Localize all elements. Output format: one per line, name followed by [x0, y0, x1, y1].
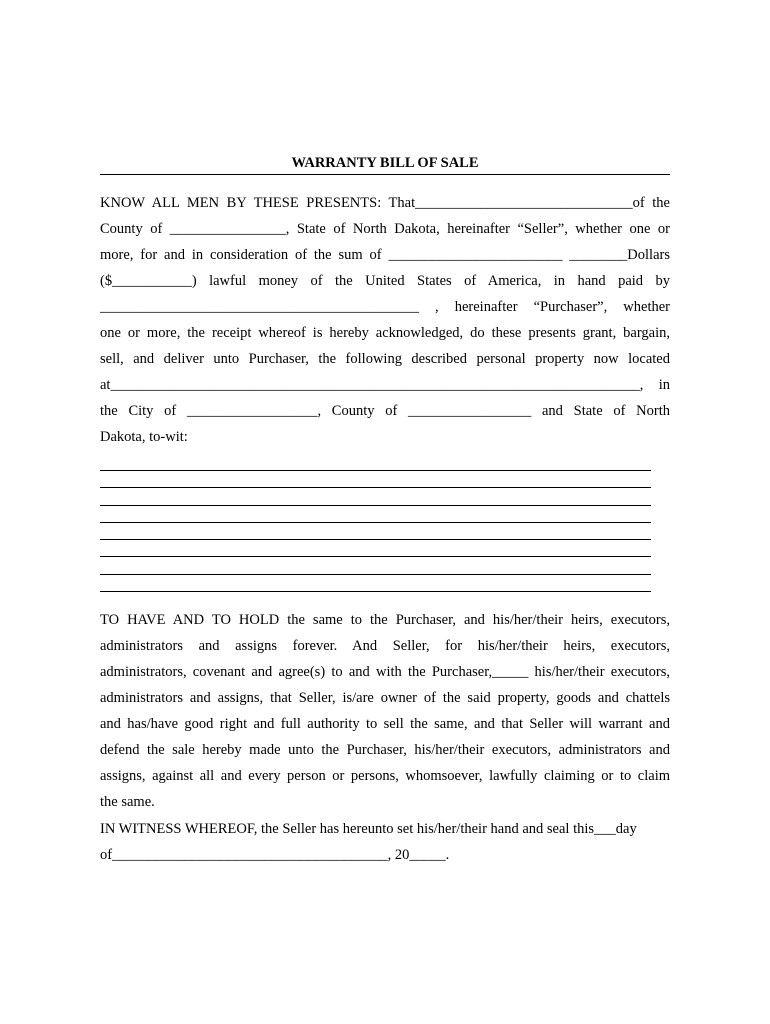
habendum-line: TO HAVE AND TO HOLD the same to the Purchaser, and his/her/their heirs, executors,: [100, 612, 670, 628]
intro-line: Dakota, to-wit:: [100, 429, 188, 445]
habendum-line: administrators and assigns forever. And Seller, for his/her/their heirs, executors,: [100, 638, 670, 654]
witness-paragraph: [100, 816, 670, 868]
intro-line: the City of __________________, County of _________________ and State of North: [100, 403, 670, 419]
intro-line: KNOW ALL MEN BY THESE PRESENTS: That______________________________of the: [100, 195, 670, 211]
property-description-lines: [100, 461, 651, 592]
habendum-line: assigns, against all and every person or persons, whomsoever, lawfully claiming or to claim: [100, 768, 670, 784]
property-description-line[interactable]: [100, 471, 651, 488]
property-description-line[interactable]: [100, 575, 651, 592]
property-description-line[interactable]: [100, 557, 651, 574]
intro-line: one or more, the receipt whereof is hereby acknowledged, do these presents grant, bargain,: [100, 325, 670, 341]
habendum-paragraph: [100, 607, 670, 815]
document-title: WARRANTY BILL OF SALE: [100, 155, 670, 175]
property-description-line[interactable]: [100, 506, 651, 523]
witness-line: IN WITNESS WHEREOF, the Seller has hereunto set his/her/their hand and seal this___day: [100, 821, 637, 837]
property-description-line[interactable]: [100, 488, 651, 505]
habendum-line: administrators, covenant and agree(s) to and with the Purchaser,_____ his/her/their executors,: [100, 664, 670, 680]
property-description-line[interactable]: [100, 540, 651, 557]
intro-line: sell, and deliver unto Purchaser, the following described personal property now located: [100, 351, 670, 367]
habendum-line: defend the sale hereby made unto the Purchaser, his/her/their executors, administrators and: [100, 742, 670, 758]
property-description-line[interactable]: [100, 523, 651, 540]
intro-paragraph: [100, 190, 670, 450]
property-description-line[interactable]: [100, 461, 651, 471]
intro-line: more, for and in consideration of the sum of ________________________ ________Dollars: [100, 247, 670, 263]
intro-line: at_________________________________________________________________________, in: [100, 377, 670, 393]
habendum-line: the same.: [100, 794, 155, 810]
intro-line: ($___________) lawful money of the United States of America, in hand paid by: [100, 273, 670, 289]
habendum-line: administrators and assigns, that Seller, is/are owner of the said property, goods and chattels: [100, 690, 670, 706]
witness-line: of______________________________________, 20_____.: [100, 847, 450, 863]
intro-line: ____________________________________________ , hereinafter “Purchaser”, whether: [100, 299, 670, 315]
habendum-line: and has/have good right and full authority to sell the same, and that Seller will warrant and: [100, 716, 670, 732]
intro-line: County of ________________, State of North Dakota, hereinafter “Seller”, whether one or: [100, 221, 670, 237]
